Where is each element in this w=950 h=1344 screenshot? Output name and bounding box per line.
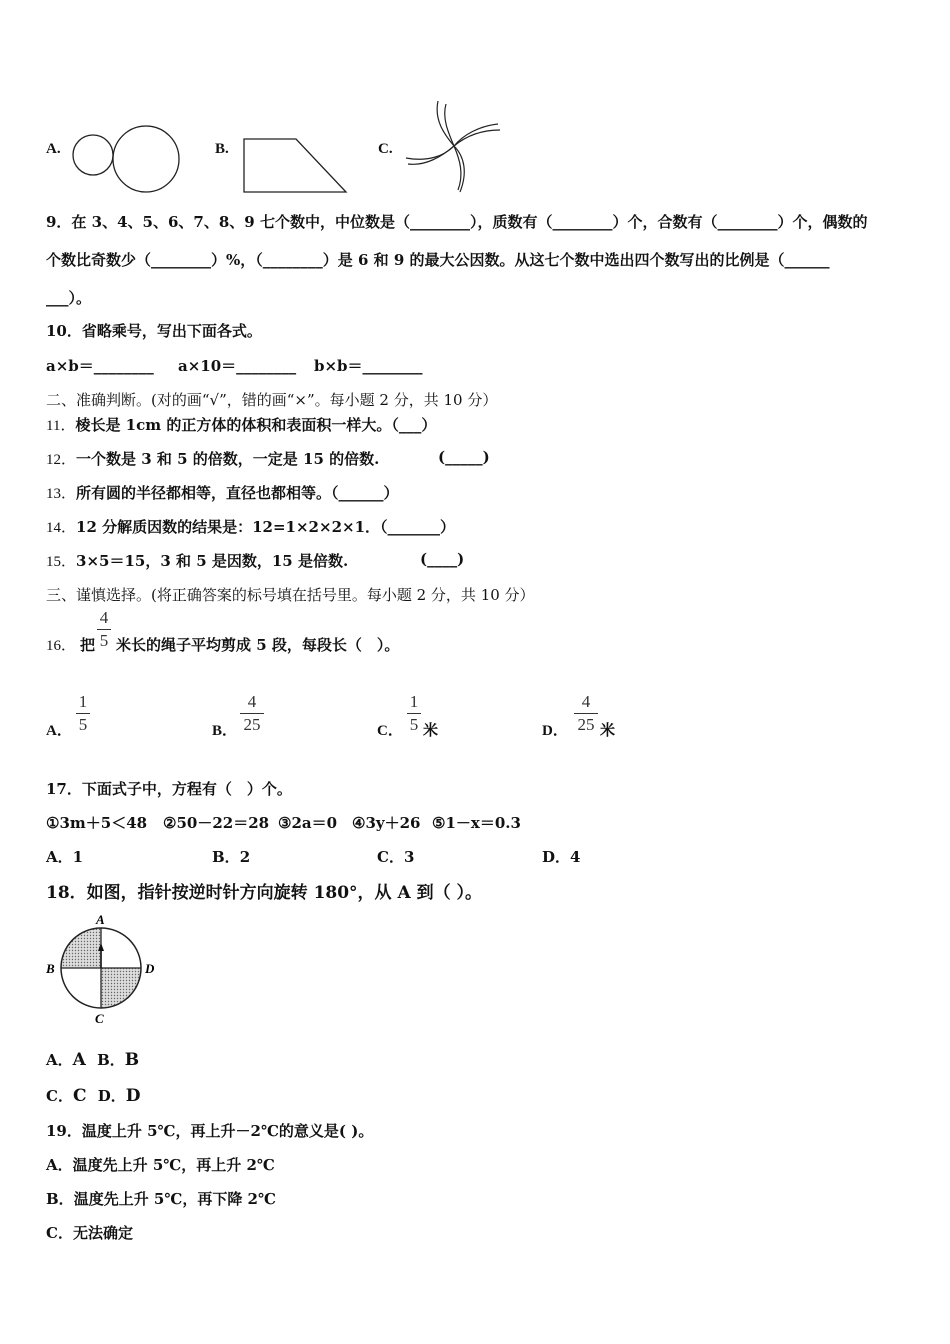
- q18-option-d-label: D．: [97, 1087, 126, 1105]
- q9-line-2: 个数比奇数少（________）%，（________）是 6 和 9 的最大公因数。从这七个数中选出四个数写出的比例是（______: [46, 251, 830, 269]
- q16-post-text: 米长的绳子平均剪成 5 段，每段长（ ）。: [116, 636, 400, 654]
- q19-option-c: [46, 1222, 133, 1243]
- q18-option-c-label: C．: [46, 1087, 73, 1105]
- q8-option-a-label: A.: [46, 141, 61, 157]
- q10-title: 10．省略乘号，写出下面各式。: [46, 322, 262, 340]
- q13-text: 所有圆的半径都相等，直径也都相等。（______）: [76, 484, 399, 502]
- q12-blank: (_____): [438, 448, 490, 466]
- q12-number: 12．: [46, 452, 77, 468]
- q16-option-b-label: B．: [212, 723, 238, 739]
- pinwheel-figure: [404, 98, 504, 196]
- q17-item-4: ④3y＋26: [352, 814, 421, 832]
- q9-line-1: 9．在 3、4、5、6、7、8、9 七个数中，中位数是（________），质数有（________）个，合数有（________）个，偶数的: [46, 213, 868, 231]
- q12-text: 一个数是 3 和 5 的倍数，一定是 15 的倍数.: [76, 450, 380, 468]
- q17-item-5: ⑤1－x＝0.3: [432, 814, 521, 832]
- q17-option-c-label: C．: [377, 848, 404, 866]
- q17-option-a: [46, 846, 83, 867]
- fraction-bar: [574, 713, 598, 714]
- q17-option-d: [542, 846, 580, 867]
- q15-text: 3×5＝15，3 和 5 是因数，15 是倍数.: [76, 552, 349, 570]
- fraction-bar: [76, 713, 90, 714]
- q17-option-b: [212, 846, 250, 867]
- fraction-bar: [407, 713, 421, 714]
- q13: [46, 482, 399, 503]
- q18-label-d: D: [145, 961, 155, 976]
- q16-option-c-fraction: [407, 692, 421, 735]
- q10-item-2: a×10＝________: [178, 357, 297, 375]
- fraction-bar: [97, 629, 111, 630]
- q14-number: 14．: [46, 520, 77, 536]
- option-c-denominator: 5: [409, 715, 419, 734]
- q17-option-a-value: 1: [72, 848, 84, 866]
- q17-option-c: [377, 846, 414, 867]
- q18-label-a: A: [96, 912, 105, 927]
- q16-option-d-label: D．: [542, 723, 568, 739]
- q14: [46, 516, 455, 537]
- q17-item-1: ①3m＋5＜48: [46, 814, 148, 832]
- q17-option-a-label: A．: [46, 848, 73, 866]
- q18-option-b-value: B: [124, 1050, 140, 1070]
- q17-item-3: ③2a＝0: [278, 814, 338, 832]
- q17-option-d-label: D．: [542, 848, 571, 866]
- q11: [46, 414, 436, 435]
- q16-option-c-unit: 米: [423, 721, 439, 739]
- q16-option-c-label: C．: [377, 723, 403, 739]
- option-b-numerator: 4: [247, 692, 257, 711]
- q18-option-b-label: B．: [97, 1051, 125, 1069]
- q16-number: 16．: [46, 638, 77, 654]
- q18-label-c: C: [95, 1011, 104, 1026]
- option-b-denominator: 25: [243, 715, 261, 734]
- q17-option-b-label: B．: [212, 848, 240, 866]
- q16-option-a-label: A．: [46, 723, 72, 739]
- q18-option-row-2: [46, 1085, 140, 1106]
- q18-option-a-label: A．: [46, 1051, 73, 1069]
- q11-number: 11．: [46, 418, 76, 434]
- q17-title: 17．下面式子中，方程有（ ）个。: [46, 780, 292, 798]
- section-3-title: 三、谨慎选择。(将正确答案的标号填在括号里。每小题 2 分，共 10 分）: [46, 586, 535, 604]
- q19-option-c-text: 无法确定: [72, 1224, 133, 1242]
- q8-option-c-label: C.: [378, 141, 393, 157]
- q19-option-a: [46, 1154, 275, 1175]
- two-circles-figure: [70, 124, 182, 196]
- q11-text: 棱长是 1cm 的正方体的体积和表面积一样大。（___）: [75, 416, 437, 434]
- q10-item-3: b×b＝________: [314, 357, 423, 375]
- q12: [46, 448, 379, 469]
- q18-option-d-value: D: [125, 1086, 141, 1106]
- q17-option-c-value: 3: [403, 848, 415, 866]
- q18-option-a-value: A: [72, 1050, 86, 1070]
- q10-item-1: a×b＝________: [46, 357, 154, 375]
- option-a-denominator: 5: [78, 715, 88, 734]
- q18-option-c-value: C: [72, 1086, 87, 1106]
- q19-option-b-label: B．: [46, 1190, 74, 1208]
- option-c-numerator: 1: [409, 692, 419, 711]
- q8-option-b-label: B.: [215, 141, 229, 157]
- trapezoid-figure: [242, 137, 350, 195]
- q16-option-d-fraction: [574, 692, 598, 735]
- q19-title: 19．温度上升 5℃，再上升－2℃的意义是( )。: [46, 1122, 374, 1140]
- q18-option-row-1: [46, 1049, 139, 1070]
- q18-title: 18．如图，指针按逆时针方向旋转 180°，从 A 到（ ）。: [46, 883, 483, 903]
- q19-option-b-text: 温度先上升 5℃，再下降 2℃: [73, 1190, 276, 1208]
- q17-option-d-value: 4: [570, 848, 581, 866]
- q16-fraction-numerator: 4: [99, 608, 109, 627]
- q15-number: 15．: [46, 554, 77, 570]
- fraction-bar: [240, 713, 264, 714]
- q15: [46, 550, 348, 571]
- q16-fraction-denominator: 5: [99, 631, 109, 650]
- q16-fraction: [97, 608, 111, 651]
- q9-line-3: ___）。: [46, 289, 92, 307]
- option-d-denominator: 25: [577, 715, 595, 734]
- q17-item-2: ②50－22＝28: [163, 814, 270, 832]
- q19-option-c-label: C．: [46, 1224, 73, 1242]
- q16-pre-text: 把: [80, 636, 96, 654]
- q17-option-b-value: 2: [239, 848, 251, 866]
- q19-option-b: [46, 1188, 276, 1209]
- section-2-title: 二、准确判断。(对的画“√”，错的画“×”。每小题 2 分，共 10 分）: [46, 391, 498, 409]
- q15-blank: (____): [420, 550, 465, 568]
- q18-clock-figure: [44, 910, 164, 1028]
- option-d-numerator: 4: [581, 692, 591, 711]
- q19-option-a-label: A．: [46, 1156, 73, 1174]
- option-a-numerator: 1: [78, 692, 88, 711]
- q16-option-a-fraction: [76, 692, 90, 735]
- q16-option-b-fraction: [240, 692, 264, 735]
- q16-option-d-unit: 米: [600, 721, 616, 739]
- q14-text: 12 分解质因数的结果是：12=1×2×2×1．（_______）: [76, 518, 456, 536]
- q18-label-b: B: [46, 961, 55, 976]
- q19-option-a-text: 温度先上升 5℃，再上升 2℃: [72, 1156, 275, 1174]
- q13-number: 13．: [46, 486, 77, 502]
